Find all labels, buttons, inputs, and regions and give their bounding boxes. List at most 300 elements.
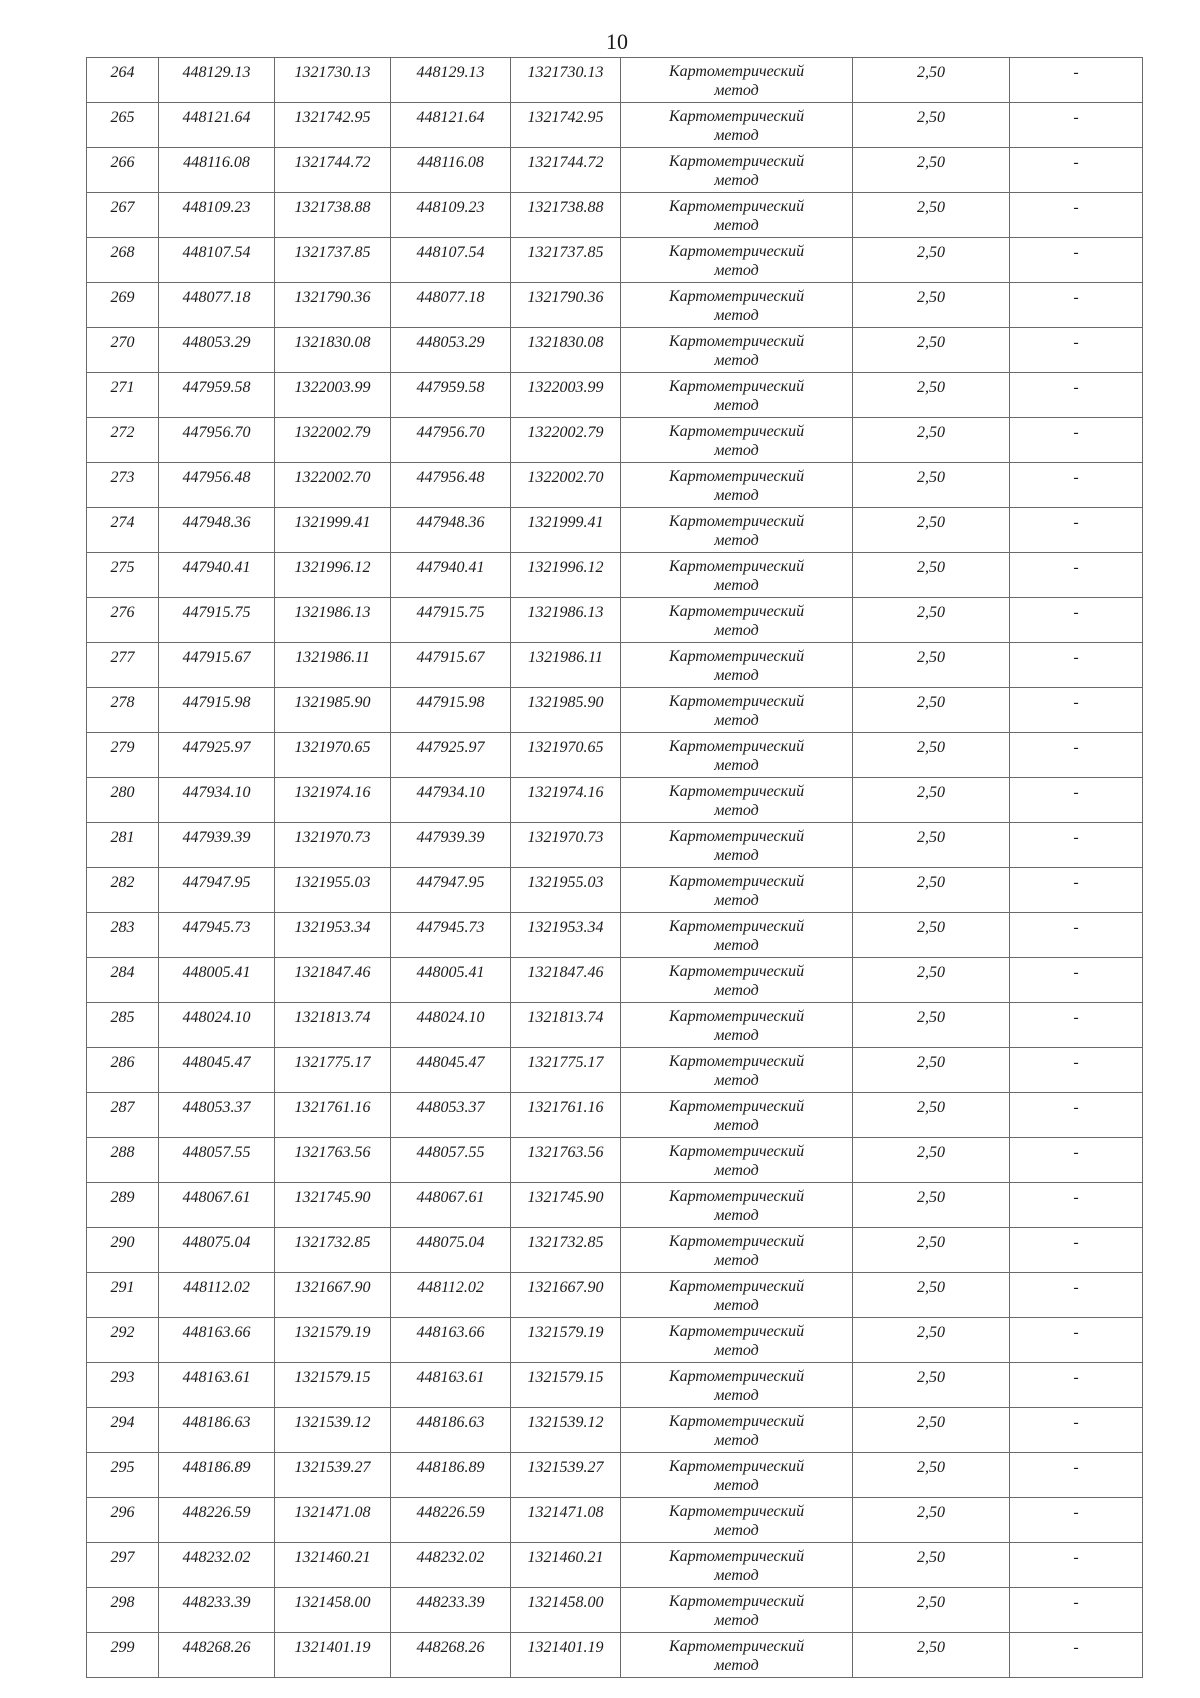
cell-y-existing: 1321579.15 — [275, 1363, 391, 1408]
cell-note: - — [1010, 373, 1143, 418]
cell-x-new: 447940.41 — [391, 553, 511, 598]
method-line-1: Картометрический — [668, 963, 805, 980]
method-line-1: Картометрический — [668, 1458, 805, 1475]
cell-y-new: 1321763.56 — [511, 1138, 621, 1183]
cell-note: - — [1010, 1408, 1143, 1453]
cell-y-existing: 1321953.34 — [275, 913, 391, 958]
method-line-1: Картометрический — [668, 108, 805, 125]
cell-y-existing: 1321999.41 — [275, 508, 391, 553]
cell-x-existing: 447956.48 — [159, 463, 275, 508]
cell-x-new: 447915.67 — [391, 643, 511, 688]
cell-y-existing: 1321955.03 — [275, 868, 391, 913]
cell-accuracy: 2,50 — [853, 778, 1010, 823]
cell-y-existing: 1321790.36 — [275, 283, 391, 328]
cell-x-existing: 448109.23 — [159, 193, 275, 238]
table-row — [87, 913, 1143, 958]
cell-y-existing: 1321732.85 — [275, 1228, 391, 1273]
table-row — [87, 463, 1143, 508]
cell-y-new: 1321999.41 — [511, 508, 621, 553]
table-row — [87, 193, 1143, 238]
cell-method — [621, 1588, 853, 1633]
table-row — [87, 1498, 1143, 1543]
method-line-2: метод — [714, 1567, 759, 1584]
cell-x-existing: 448067.61 — [159, 1183, 275, 1228]
method-line-2: метод — [714, 1252, 759, 1269]
cell-x-existing: 448053.37 — [159, 1093, 275, 1138]
method-line-2: метод — [714, 667, 759, 684]
cell-point-number: 277 — [87, 643, 159, 688]
cell-point-number: 281 — [87, 823, 159, 868]
cell-note: - — [1010, 643, 1143, 688]
cell-note: - — [1010, 823, 1143, 868]
cell-accuracy: 2,50 — [853, 1453, 1010, 1498]
method-line-1: Картометрический — [668, 1098, 805, 1115]
table-row — [87, 643, 1143, 688]
method-line-1: Картометрический — [668, 423, 805, 440]
cell-method — [621, 103, 853, 148]
cell-y-new: 1321539.12 — [511, 1408, 621, 1453]
cell-y-existing: 1321738.88 — [275, 193, 391, 238]
cell-y-new: 1321730.13 — [511, 58, 621, 103]
method-line-2: метод — [714, 397, 759, 414]
table-row — [87, 778, 1143, 823]
cell-accuracy: 2,50 — [853, 823, 1010, 868]
cell-y-new: 1321986.11 — [511, 643, 621, 688]
cell-y-new: 1321745.90 — [511, 1183, 621, 1228]
cell-accuracy: 2,50 — [853, 1543, 1010, 1588]
method-line-2: метод — [714, 982, 759, 999]
cell-x-new: 448121.64 — [391, 103, 511, 148]
cell-method — [621, 1543, 853, 1588]
cell-y-existing: 1321763.56 — [275, 1138, 391, 1183]
cell-y-new: 1321744.72 — [511, 148, 621, 193]
cell-y-existing: 1321539.27 — [275, 1453, 391, 1498]
cell-x-existing: 447925.97 — [159, 733, 275, 778]
cell-accuracy: 2,50 — [853, 418, 1010, 463]
cell-point-number: 291 — [87, 1273, 159, 1318]
cell-point-number: 282 — [87, 868, 159, 913]
table-row — [87, 418, 1143, 463]
cell-method — [621, 1633, 853, 1678]
method-line-1: Картометрический — [668, 288, 805, 305]
method-line-2: метод — [714, 1657, 759, 1674]
method-line-1: Картометрический — [668, 648, 805, 665]
table-row — [87, 868, 1143, 913]
cell-method — [621, 463, 853, 508]
cell-note: - — [1010, 193, 1143, 238]
cell-accuracy: 2,50 — [853, 1003, 1010, 1048]
method-line-1: Картометрический — [668, 63, 805, 80]
cell-x-existing: 448077.18 — [159, 283, 275, 328]
method-line-2: метод — [714, 307, 759, 324]
method-line-2: метод — [714, 352, 759, 369]
method-line-2: метод — [714, 622, 759, 639]
cell-x-new: 448005.41 — [391, 958, 511, 1003]
cell-accuracy: 2,50 — [853, 58, 1010, 103]
cell-x-new: 448024.10 — [391, 1003, 511, 1048]
cell-accuracy: 2,50 — [853, 238, 1010, 283]
table-row — [87, 1183, 1143, 1228]
cell-note: - — [1010, 508, 1143, 553]
cell-y-new: 1322002.70 — [511, 463, 621, 508]
method-line-1: Картометрический — [668, 333, 805, 350]
method-line-2: метод — [714, 802, 759, 819]
cell-method — [621, 418, 853, 463]
cell-x-new: 447956.48 — [391, 463, 511, 508]
method-line-1: Картометрический — [668, 558, 805, 575]
cell-x-existing: 447948.36 — [159, 508, 275, 553]
cell-accuracy: 2,50 — [853, 1498, 1010, 1543]
method-line-1: Картометрический — [668, 738, 805, 755]
cell-y-existing: 1321667.90 — [275, 1273, 391, 1318]
cell-method — [621, 643, 853, 688]
cell-y-new: 1321667.90 — [511, 1273, 621, 1318]
cell-note: - — [1010, 598, 1143, 643]
cell-note: - — [1010, 1183, 1143, 1228]
cell-point-number: 271 — [87, 373, 159, 418]
cell-x-new: 448067.61 — [391, 1183, 511, 1228]
table-body — [87, 58, 1143, 1678]
cell-y-existing: 1321742.95 — [275, 103, 391, 148]
method-line-2: метод — [714, 1432, 759, 1449]
cell-point-number: 275 — [87, 553, 159, 598]
cell-note: - — [1010, 1633, 1143, 1678]
method-line-2: метод — [714, 532, 759, 549]
method-line-2: метод — [714, 1297, 759, 1314]
cell-x-existing: 448268.26 — [159, 1633, 275, 1678]
method-line-2: метод — [714, 1027, 759, 1044]
cell-accuracy: 2,50 — [853, 463, 1010, 508]
cell-point-number: 290 — [87, 1228, 159, 1273]
cell-y-new: 1321737.85 — [511, 238, 621, 283]
table-row — [87, 1228, 1143, 1273]
cell-point-number: 292 — [87, 1318, 159, 1363]
cell-note: - — [1010, 1453, 1143, 1498]
cell-note: - — [1010, 913, 1143, 958]
cell-y-existing: 1322002.79 — [275, 418, 391, 463]
cell-method — [621, 958, 853, 1003]
cell-x-existing: 448045.47 — [159, 1048, 275, 1093]
cell-x-new: 448075.04 — [391, 1228, 511, 1273]
cell-x-existing: 448107.54 — [159, 238, 275, 283]
table-row — [87, 958, 1143, 1003]
cell-y-existing: 1322003.99 — [275, 373, 391, 418]
cell-accuracy: 2,50 — [853, 1093, 1010, 1138]
cell-note: - — [1010, 1138, 1143, 1183]
cell-x-new: 448112.02 — [391, 1273, 511, 1318]
cell-method — [621, 868, 853, 913]
cell-method — [621, 193, 853, 238]
method-line-2: метод — [714, 712, 759, 729]
cell-accuracy: 2,50 — [853, 868, 1010, 913]
cell-y-new: 1321790.36 — [511, 283, 621, 328]
cell-accuracy: 2,50 — [853, 193, 1010, 238]
cell-accuracy: 2,50 — [853, 1273, 1010, 1318]
cell-point-number: 265 — [87, 103, 159, 148]
cell-point-number: 296 — [87, 1498, 159, 1543]
cell-point-number: 295 — [87, 1453, 159, 1498]
table-row — [87, 328, 1143, 373]
cell-method — [621, 913, 853, 958]
cell-point-number: 285 — [87, 1003, 159, 1048]
cell-note: - — [1010, 1498, 1143, 1543]
cell-x-existing: 448057.55 — [159, 1138, 275, 1183]
cell-accuracy: 2,50 — [853, 103, 1010, 148]
cell-note: - — [1010, 238, 1143, 283]
cell-accuracy: 2,50 — [853, 1048, 1010, 1093]
method-line-1: Картометрический — [668, 1143, 805, 1160]
cell-point-number: 270 — [87, 328, 159, 373]
cell-method — [621, 238, 853, 283]
method-line-2: метод — [714, 1387, 759, 1404]
cell-method — [621, 688, 853, 733]
cell-note: - — [1010, 778, 1143, 823]
method-line-1: Картометрический — [668, 1593, 805, 1610]
table-row — [87, 1003, 1143, 1048]
method-line-1: Картометрический — [668, 828, 805, 845]
cell-note: - — [1010, 58, 1143, 103]
method-line-2: метод — [714, 1072, 759, 1089]
page-number: 10 — [606, 29, 628, 54]
table-row — [87, 103, 1143, 148]
cell-y-new: 1321970.73 — [511, 823, 621, 868]
cell-x-new: 447925.97 — [391, 733, 511, 778]
cell-point-number: 278 — [87, 688, 159, 733]
cell-x-new: 448045.47 — [391, 1048, 511, 1093]
cell-y-existing: 1321539.12 — [275, 1408, 391, 1453]
table-row — [87, 1093, 1143, 1138]
cell-note: - — [1010, 868, 1143, 913]
cell-x-existing: 448186.89 — [159, 1453, 275, 1498]
cell-x-existing: 448024.10 — [159, 1003, 275, 1048]
method-line-1: Картометрический — [668, 603, 805, 620]
cell-point-number: 289 — [87, 1183, 159, 1228]
method-line-2: метод — [714, 487, 759, 504]
method-line-2: метод — [714, 892, 759, 909]
cell-method — [621, 1048, 853, 1093]
cell-accuracy: 2,50 — [853, 643, 1010, 688]
cell-x-existing: 448232.02 — [159, 1543, 275, 1588]
method-line-1: Картометрический — [668, 378, 805, 395]
cell-point-number: 274 — [87, 508, 159, 553]
cell-method — [621, 598, 853, 643]
cell-x-existing: 447915.75 — [159, 598, 275, 643]
table-row — [87, 733, 1143, 778]
cell-x-new: 447947.95 — [391, 868, 511, 913]
cell-method — [621, 1408, 853, 1453]
cell-note: - — [1010, 1543, 1143, 1588]
cell-note: - — [1010, 463, 1143, 508]
method-line-1: Картометрический — [668, 783, 805, 800]
cell-y-new: 1321742.95 — [511, 103, 621, 148]
cell-x-existing: 447939.39 — [159, 823, 275, 868]
method-line-2: метод — [714, 577, 759, 594]
table-row — [87, 1138, 1143, 1183]
cell-x-new: 448186.63 — [391, 1408, 511, 1453]
method-line-1: Картометрический — [668, 1278, 805, 1295]
cell-accuracy: 2,50 — [853, 913, 1010, 958]
cell-note: - — [1010, 1228, 1143, 1273]
cell-note: - — [1010, 418, 1143, 463]
cell-accuracy: 2,50 — [853, 1588, 1010, 1633]
cell-accuracy: 2,50 — [853, 1363, 1010, 1408]
cell-accuracy: 2,50 — [853, 283, 1010, 328]
cell-y-new: 1321471.08 — [511, 1498, 621, 1543]
cell-point-number: 288 — [87, 1138, 159, 1183]
cell-y-new: 1321953.34 — [511, 913, 621, 958]
cell-accuracy: 2,50 — [853, 598, 1010, 643]
cell-method — [621, 1363, 853, 1408]
method-line-2: метод — [714, 1162, 759, 1179]
cell-y-new: 1321458.00 — [511, 1588, 621, 1633]
cell-x-new: 448053.37 — [391, 1093, 511, 1138]
cell-y-new: 1321970.65 — [511, 733, 621, 778]
table-row — [87, 1273, 1143, 1318]
cell-note: - — [1010, 283, 1143, 328]
method-line-1: Картометрический — [668, 1053, 805, 1070]
cell-y-existing: 1321847.46 — [275, 958, 391, 1003]
table-row — [87, 148, 1143, 193]
cell-x-existing: 447947.95 — [159, 868, 275, 913]
cell-y-existing: 1321985.90 — [275, 688, 391, 733]
cell-y-existing: 1321775.17 — [275, 1048, 391, 1093]
table-row — [87, 598, 1143, 643]
cell-point-number: 272 — [87, 418, 159, 463]
cell-note: - — [1010, 148, 1143, 193]
cell-point-number: 299 — [87, 1633, 159, 1678]
cell-y-existing: 1321970.73 — [275, 823, 391, 868]
cell-y-new: 1321996.12 — [511, 553, 621, 598]
table-row — [87, 1048, 1143, 1093]
cell-accuracy: 2,50 — [853, 1138, 1010, 1183]
cell-note: - — [1010, 553, 1143, 598]
cell-point-number: 298 — [87, 1588, 159, 1633]
cell-point-number: 294 — [87, 1408, 159, 1453]
table-row — [87, 1453, 1143, 1498]
cell-y-existing: 1321744.72 — [275, 148, 391, 193]
method-line-2: метод — [714, 847, 759, 864]
method-line-2: метод — [714, 442, 759, 459]
cell-y-new: 1321579.15 — [511, 1363, 621, 1408]
table-row — [87, 1588, 1143, 1633]
method-line-2: метод — [714, 1342, 759, 1359]
cell-note: - — [1010, 688, 1143, 733]
cell-x-new: 448107.54 — [391, 238, 511, 283]
cell-y-existing: 1321401.19 — [275, 1633, 391, 1678]
cell-y-new: 1322002.79 — [511, 418, 621, 463]
cell-x-new: 448077.18 — [391, 283, 511, 328]
table-row — [87, 1363, 1143, 1408]
cell-x-new: 447915.98 — [391, 688, 511, 733]
cell-method — [621, 778, 853, 823]
cell-note: - — [1010, 1273, 1143, 1318]
cell-point-number: 279 — [87, 733, 159, 778]
method-line-1: Картометрический — [668, 693, 805, 710]
cell-accuracy: 2,50 — [853, 148, 1010, 193]
cell-method — [621, 553, 853, 598]
method-line-1: Картометрический — [668, 468, 805, 485]
cell-y-existing: 1321460.21 — [275, 1543, 391, 1588]
method-line-2: метод — [714, 262, 759, 279]
cell-y-new: 1321955.03 — [511, 868, 621, 913]
cell-point-number: 287 — [87, 1093, 159, 1138]
cell-x-existing: 448053.29 — [159, 328, 275, 373]
cell-point-number: 267 — [87, 193, 159, 238]
cell-accuracy: 2,50 — [853, 1228, 1010, 1273]
cell-point-number: 266 — [87, 148, 159, 193]
cell-x-new: 447939.39 — [391, 823, 511, 868]
cell-y-existing: 1321579.19 — [275, 1318, 391, 1363]
cell-note: - — [1010, 1363, 1143, 1408]
table-row — [87, 283, 1143, 328]
cell-point-number: 280 — [87, 778, 159, 823]
cell-y-existing: 1321996.12 — [275, 553, 391, 598]
method-line-1: Картометрический — [668, 1503, 805, 1520]
cell-x-new: 448226.59 — [391, 1498, 511, 1543]
method-line-2: метод — [714, 1117, 759, 1134]
cell-x-new: 447945.73 — [391, 913, 511, 958]
cell-x-existing: 447915.67 — [159, 643, 275, 688]
cell-point-number: 284 — [87, 958, 159, 1003]
method-line-2: метод — [714, 172, 759, 189]
cell-accuracy: 2,50 — [853, 373, 1010, 418]
cell-note: - — [1010, 733, 1143, 778]
cell-x-existing: 448116.08 — [159, 148, 275, 193]
cell-note: - — [1010, 1588, 1143, 1633]
cell-y-existing: 1321745.90 — [275, 1183, 391, 1228]
cell-method — [621, 733, 853, 778]
cell-y-new: 1321813.74 — [511, 1003, 621, 1048]
cell-x-new: 448109.23 — [391, 193, 511, 238]
cell-point-number: 283 — [87, 913, 159, 958]
coordinates-table — [86, 57, 1143, 1678]
cell-method — [621, 283, 853, 328]
cell-x-existing: 447940.41 — [159, 553, 275, 598]
cell-x-existing: 448005.41 — [159, 958, 275, 1003]
cell-accuracy: 2,50 — [853, 688, 1010, 733]
cell-y-existing: 1321737.85 — [275, 238, 391, 283]
cell-point-number: 273 — [87, 463, 159, 508]
cell-x-existing: 448075.04 — [159, 1228, 275, 1273]
cell-x-new: 448233.39 — [391, 1588, 511, 1633]
cell-method — [621, 1228, 853, 1273]
cell-y-existing: 1321761.16 — [275, 1093, 391, 1138]
cell-method — [621, 373, 853, 418]
cell-x-new: 448163.61 — [391, 1363, 511, 1408]
cell-x-new: 448116.08 — [391, 148, 511, 193]
cell-note: - — [1010, 1318, 1143, 1363]
cell-method — [621, 1318, 853, 1363]
cell-y-existing: 1322002.70 — [275, 463, 391, 508]
cell-x-new: 448129.13 — [391, 58, 511, 103]
cell-y-new: 1321460.21 — [511, 1543, 621, 1588]
method-line-2: метод — [714, 127, 759, 144]
cell-accuracy: 2,50 — [853, 1183, 1010, 1228]
cell-x-existing: 447915.98 — [159, 688, 275, 733]
cell-y-new: 1321986.13 — [511, 598, 621, 643]
cell-accuracy: 2,50 — [853, 328, 1010, 373]
cell-x-new: 448232.02 — [391, 1543, 511, 1588]
cell-x-new: 448053.29 — [391, 328, 511, 373]
cell-note: - — [1010, 1048, 1143, 1093]
cell-y-new: 1321830.08 — [511, 328, 621, 373]
cell-y-new: 1321775.17 — [511, 1048, 621, 1093]
method-line-1: Картометрический — [668, 1323, 805, 1340]
method-line-1: Картометрический — [668, 198, 805, 215]
cell-y-new: 1322003.99 — [511, 373, 621, 418]
cell-x-new: 447934.10 — [391, 778, 511, 823]
cell-x-existing: 448186.63 — [159, 1408, 275, 1453]
